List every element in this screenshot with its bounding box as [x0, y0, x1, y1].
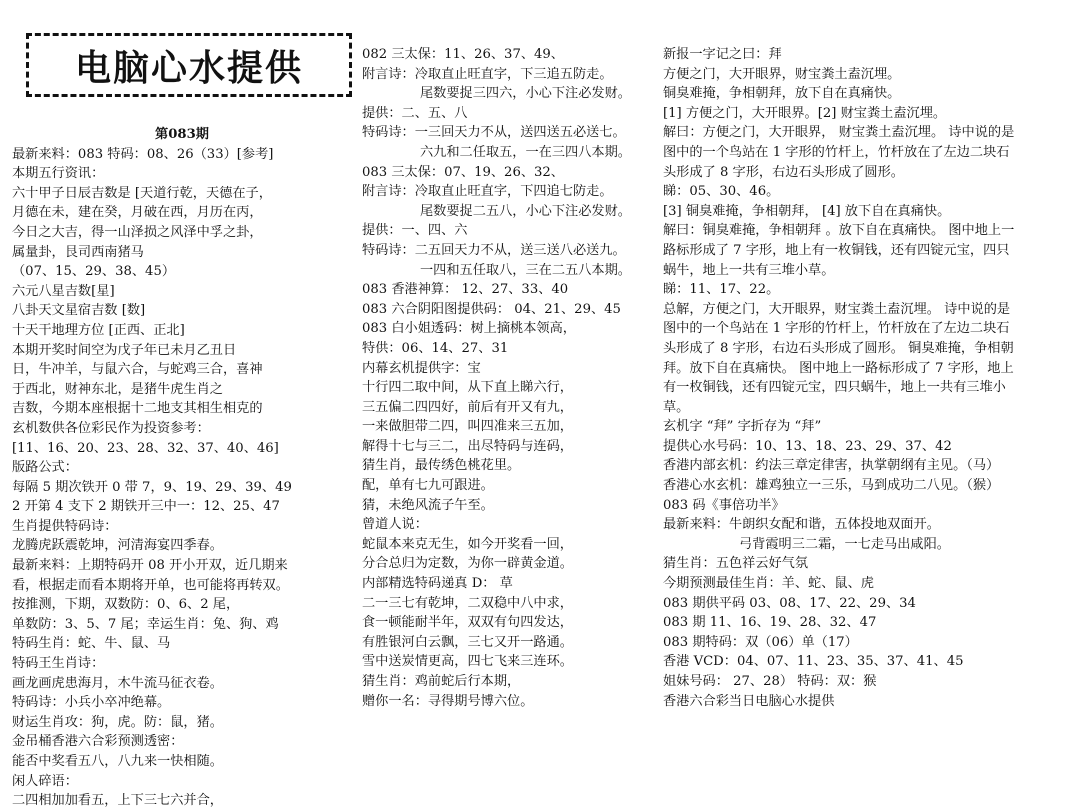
text-line: 新报一字记之曰：拜: [663, 47, 782, 62]
text-line: [3] 铜臭难掩，争相朝拜， [4] 放下自在真痛快。: [663, 203, 951, 219]
column-left: [12, 125, 352, 811]
text-line: 画龙画虎患海月，木牛流马征衣卷。: [12, 675, 223, 691]
text-line: 一来做胆带二四，叫四准来三五加，: [362, 419, 573, 435]
title-box: [26, 33, 352, 97]
text-line: 于西北，财神东北，是猪牛虎生肖之: [12, 381, 223, 397]
text-line: 图中的一个鸟站在 1 字形的竹杆上，竹杆放在了左边二块石: [663, 321, 1010, 337]
text-line: 财运生肖攻：狗，虎。防：鼠，猪。: [12, 714, 223, 730]
text-line: 属量卦，艮司西南猪马: [12, 244, 144, 260]
text-line: 路标形成了 7 字形，地上有一枚铜钱，还有四锭元宝，四只: [663, 242, 1010, 258]
issue-number: 第083期: [155, 127, 209, 142]
text-line: 头形成了 8 字形，右边石头形成了圆形。: [663, 164, 904, 180]
text-line: 睇：05、30、46。: [663, 184, 780, 200]
text-line: 今期预测最佳生肖：羊、蛇、鼠、虎: [663, 576, 874, 592]
text-line: 头形成了 8 字形，右边石头形成了圆形。 铜臭难掩，争相朝: [663, 340, 1014, 356]
text-line: 本期开奖时间空为戊子年已未月乙丑日: [12, 342, 237, 358]
text-line: 曾道人说：: [362, 517, 428, 533]
text-line: 内幕玄机提供字：宝: [362, 360, 481, 376]
text-line: 今日之大吉，得一山泽损之风泽中孚之卦，: [12, 224, 263, 240]
text-line: 十天干地理方位 [正西、正北]: [12, 322, 185, 338]
text-line: 蜗牛，地上一共有三堆小草。: [663, 262, 835, 278]
text-line: 2 开第 4 支下 2 期铁开三中一：12、25、47: [12, 499, 280, 515]
text-line: 日，牛冲羊，与鼠六合，与蛇鸡三合，喜神: [12, 362, 263, 378]
text-line: 龙腾虎跃震乾坤，河清海宴四季春。: [12, 538, 223, 554]
text-line: [1] 方便之门，大开眼界。[2] 财宝粪土盍沉埋。: [663, 105, 947, 121]
text-line: 二四相加加看五，上下三七六并合，: [12, 793, 223, 809]
text-line: 一四和五任取八，三在二五八本期。: [420, 262, 631, 278]
text-line: 分合总归为定数，为你一辟黄金道。: [362, 556, 573, 572]
text-line: 猜生肖：五色祥云好气氛: [663, 556, 809, 572]
text-line: 香港心水玄机：雄鸡独立一三乐，马到成功二八见。（猴）: [663, 478, 1000, 494]
text-line: 食一顿能耐半年，双双有句四发达，: [362, 615, 573, 631]
text-line: 提供心水号码：10、13、18、23、29、37、42: [663, 438, 952, 454]
text-line: 083 香港神算： 12、27、33、40: [362, 282, 569, 298]
text-line: 香港六合彩当日电脑心水提供: [663, 693, 835, 709]
text-line: 二一三七有乾坤，二双稳中八中求，: [362, 595, 573, 611]
text-line: 有胜银河白云飘，三七又开一路通。: [362, 634, 573, 650]
text-line: 八卦天文星宿吉数 [数]: [12, 303, 146, 319]
text-line: 六十甲子日辰吉数是 [天道行乾，天德在子，: [12, 185, 272, 201]
text-line: 提供：二、五、八: [362, 105, 468, 121]
text-line: 玄机字 “拜” 字折存为 “拜”: [663, 419, 822, 435]
text-line: 十行四二取中间，从下直上睇六行，: [362, 380, 573, 396]
text-line: 看，根据走而看本期将开单，也可能将再转双。: [12, 577, 289, 593]
text-line: 按推测，下期，双数防：0、6、2 尾，: [12, 597, 240, 613]
text-line: 配，单有七九可跟进。: [362, 478, 494, 494]
text-line: 赠你一名：寻得期号博六位。: [362, 693, 534, 709]
text-line: 特码诗：二五回天力不从，送三送八必送九。: [362, 242, 626, 258]
text-line: 解曰：铜臭难掩，争相朝拜 。放下自在真痛快。 图中地上一: [663, 223, 1015, 239]
text-line: 吉数，今期本座根据十二地支其相生相克的: [12, 401, 263, 417]
text-line: 083 期特码：双（06）单（17）: [663, 634, 858, 650]
column-right: [663, 45, 1073, 711]
text-line: 图中的一个鸟站在 1 字形的竹杆上，竹杆放在了左边二块石: [663, 144, 1010, 160]
text-line: 083 六合阴阳图提供码： 04、21、29、45: [362, 301, 621, 317]
text-line: 083 三太保：07、19、26、32、: [362, 164, 564, 180]
text-line: 最新来料：牛朗织女配和谐，五体投地双面开。: [663, 517, 940, 533]
text-line: 有一枚铜钱，还有四锭元宝，四只蜗牛，地上一共有三堆小: [663, 380, 1006, 396]
text-line: 六九和二任取五，一在三四八本期。: [420, 144, 631, 160]
text-line: 拜。放下自在真痛快。 图中地上一路标形成了 7 字形，地上: [663, 360, 1014, 376]
text-line: 特码生肖：蛇、牛、鼠、马: [12, 636, 171, 652]
text-line: 082 三太保：11、26、37、49、: [362, 47, 564, 62]
text-line: 金吊桶香港六合彩预测透密：: [12, 734, 184, 750]
text-line: 方便之门，大开眼界，财宝粪土盍沉埋。: [663, 66, 901, 82]
text-line: 玄机数供各位彩民作为投资参考：: [12, 420, 210, 436]
text-line: 尾数要捉二五八，小心下注必发财。: [420, 203, 631, 219]
text-line: [11、16、20、23、28、32、37、40、46]: [12, 440, 279, 456]
text-line: 特码诗：小兵小卒冲绝幕。: [12, 695, 171, 711]
text-line: 提供：一、四、六: [362, 223, 468, 239]
text-line: 弓背霞明三二霜，一七走马出咸阳。: [739, 536, 950, 552]
text-line: 版路公式：: [12, 460, 78, 476]
text-line: 铜臭难掩，争相朝拜，放下自在真痛快。: [663, 86, 901, 102]
text-line: 083 白小姐透码：树上摘桃本领高，: [362, 321, 576, 337]
text-line: 最新来料：083 特码：08、26（33）[参考]: [12, 146, 274, 162]
text-line: 附言诗：冷取直止旺直字，下三追五防走。: [362, 66, 613, 82]
text-line: 香港内部玄机：约法三章定律害，执掌朝纲有主见。（马）: [663, 458, 1000, 474]
text-line: 姐妹号码： 27、28） 特码：双：猴: [663, 674, 877, 689]
text-line: 特供：06、14、27、31: [362, 340, 509, 356]
text-line: 草。: [663, 399, 690, 415]
text-line: 特码王生肖诗：: [12, 656, 105, 672]
text-line: 猜生肖，最传绣色桃花里。: [362, 458, 521, 474]
text-line: 总解，方便之门，大开眼界，财宝粪土盍沉埋。 诗中说的是: [663, 301, 1011, 317]
text-line: 附言诗：冷取直止旺直字，下四追七防走。: [362, 184, 613, 200]
text-line: 083 码《事倍功半》: [663, 497, 785, 513]
text-line: 能否中奖看五八，八九来一快相随。: [12, 754, 223, 769]
text-line: 尾数要捉三四六，小心下注必发财。: [420, 86, 631, 102]
text-line: 特码诗：一三回天力不从，送四送五必送七。: [362, 125, 626, 141]
text-line: 香港 VCD：04、07、11、23、35、37、41、45: [663, 654, 964, 670]
text-line: 内部精选特码递真 D： 草: [362, 576, 513, 592]
text-line: （07、15、29、38、45）: [12, 264, 176, 280]
text-line: 闲人碎语：: [12, 773, 78, 789]
text-line: 三五偏二四四好，前后有开又有九，: [362, 399, 573, 415]
column-middle: [362, 45, 654, 711]
text-line: 083 期供平码 03、08、17、22、29、34: [663, 595, 916, 611]
text-line: 解得十七与三二，出尽特码与连码，: [362, 438, 573, 454]
page-title: 电脑心水提供: [74, 47, 303, 89]
text-line: 最新来料：上期特码开 08 开小开双，近几期来: [12, 558, 288, 574]
text-line: 睇：11、17、22。: [663, 282, 780, 298]
text-line: 雪中送炭情更高，四七飞来三连环。: [362, 654, 573, 670]
text-line: 每隔 5 期次铁开 0 带 7，9、19、29、39、49: [12, 479, 292, 495]
text-line: 猜，未绝风流子午至。: [362, 497, 494, 513]
text-line: 生肖提供特码诗：: [12, 518, 118, 534]
text-line: 月德在未，建在癸，月破在西，月历在丙，: [12, 205, 263, 221]
text-line: 083 期 11、16、19、28、32、47: [663, 615, 877, 631]
text-line: 蛇鼠本来克无生，如今开奖看一回，: [362, 536, 573, 552]
text-line: 六元八星吉数[星]: [12, 283, 115, 299]
text-line: 猜生肖：鸡前蛇后行本期，: [362, 674, 521, 689]
text-line: 解曰：方便之门，大开眼界， 财宝粪土盍沉埋。 诗中说的是: [663, 125, 1015, 141]
text-line: 本期五行资讯：: [12, 166, 105, 182]
text-line: 单数防：3、5、7 尾；幸运生肖：兔、狗、鸡: [12, 616, 279, 632]
